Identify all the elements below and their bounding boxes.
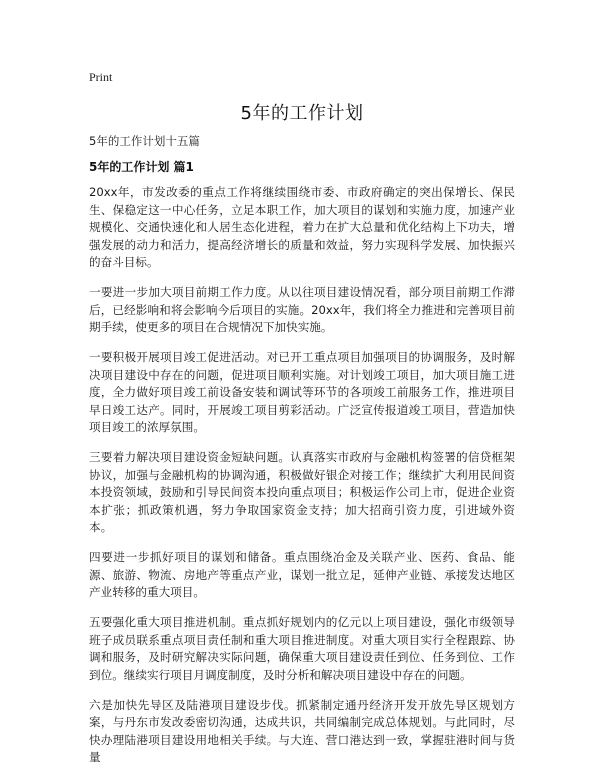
body-text (89, 184, 515, 779)
page-title: 5年的工作计划 (240, 103, 364, 124)
paragraph: 五要强化重大项目推进机制。重点抓好规划内的亿元以上项目建设，强化市级领导班子成员联系重点项目责任制和重大项目推进制度。对重大项目实行全程跟踪、协调和服务，及时研究解决实际问题，确保重大项目建设责任到位、任务到位、工作到位。继续实行项目月调度制度，及时分析和解决项目建设中存在的问题。 (89, 615, 515, 682)
paragraph: 六是加快先导区及陆港项目建设步伐。抓紧制定通丹经济开发开放先导区规划方案，与丹东市发改委密切沟通，达成共识，共同编制完成总体规划。与此同时，尽快办理陆港项目建设用地相关手续。与大连、营口港达到一致，掌握驻港时间与货量 (89, 697, 515, 764)
paragraph: 一要进一步加大项目前期工作力度。从以往项目建设情况看，部分项目前期工作滞后，已经影响和将会影响今后项目的实施。20xx年，我们将全力推进和完善项目前期手续，使更多的项目在合规情况下加快实施。 (89, 285, 515, 334)
print-link[interactable]: Print (89, 70, 113, 84)
paragraph: 一要积极开展项目竣工促进活动。对已开工重点项目加强项目的协调服务，及时解决项目建设中存在的问题，促进项目顺利实施。对计划竣工项目，加大项目施工进度，全力做好项目竣工前设备安装和调试等环节的各项竣工前服务工作，推进项目早日竣工达产。同时，开展竣工项目剪彩活动。广泛宣传报道竣工项目，营造加快项目竣工的浓厚氛围。 (89, 350, 515, 434)
paragraph: 四要进一步抓好项目的谋划和储备。重点围绕冶金及关联产业、医药、食品、能源、旅游、物流、房地产等重点产业，谋划一批立足，延伸产业链、承接发达地区产业转移的重大项目。 (89, 550, 515, 599)
section-heading: 5年的工作计划 篇1 (89, 160, 194, 174)
document-subtitle: 5年的工作计划十五篇 (89, 134, 200, 148)
paragraph: 三要着力解决项目建设资金短缺问题。认真落实市政府与金融机构签署的信贷框架协议，加强与金融机构的协调沟通，积极做好银企对接工作；继续扩大利用民间资本投资领域，鼓励和引导民间资本投向重点项目；积极运作公司上市，促进企业资本扩张；抓政策机遇，努力争取国家资金支持；加大招商引资力度，引进域外资本。 (89, 450, 515, 534)
paragraph: 20xx年，市发改委的重点工作将继续围绕市委、市政府确定的突出保增长、保民生、保稳定这一中心任务，立足本职工作，加大项目的谋划和实施力度，加速产业规模化、交通快速化和人居生态化进程，着力在扩大总量和优化结构上下功夫，增强发展的动力和活力，提高经济增长的质量和效益，努力实现科学发展、加快振兴的奋斗目标。 (89, 185, 515, 269)
